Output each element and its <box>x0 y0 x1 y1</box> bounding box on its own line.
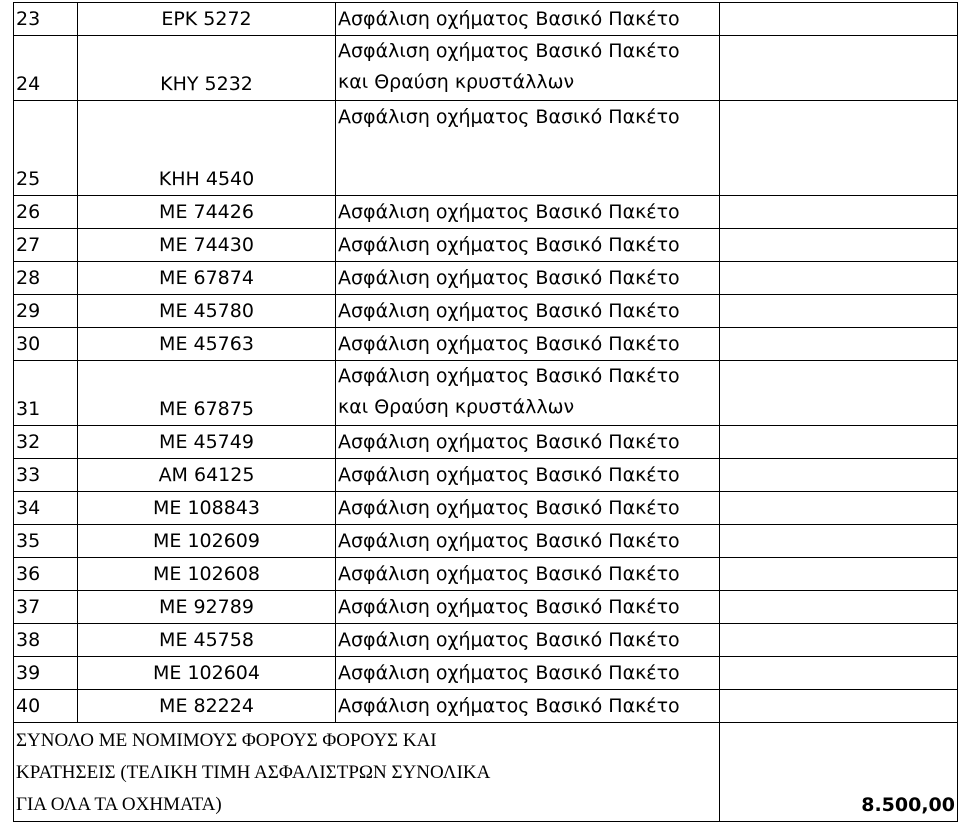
table-row <box>14 492 958 525</box>
coverage-line: Ασφάλιση οχήματος Βασικό Πακέτο <box>338 267 680 289</box>
coverage-line: Ασφάλιση οχήματος Βασικό Πακέτο <box>338 431 680 453</box>
coverage-description <box>336 492 720 525</box>
row-number: 40 <box>14 690 78 723</box>
total-amount: 8.500,00 <box>720 723 958 822</box>
price-cell <box>720 328 958 361</box>
row-number: 32 <box>14 426 78 459</box>
plate-number: ΕΡΚ 5272 <box>78 3 336 36</box>
coverage-description <box>336 328 720 361</box>
coverage-description <box>336 690 720 723</box>
table-row <box>14 328 958 361</box>
table-row <box>14 426 958 459</box>
coverage-description <box>336 591 720 624</box>
price-cell <box>720 624 958 657</box>
total-label-line: ΓΙΑ ΟΛΑ ΤΑ ΟΧΗΜΑΤΑ) <box>16 794 222 815</box>
row-number: 38 <box>14 624 78 657</box>
table-row <box>14 361 958 426</box>
plate-number: ΚΗΥ 5232 <box>78 36 336 101</box>
total-label-line: ΚΡΑΤΗΣΕΙΣ (ΤΕΛΙΚΗ ΤΙΜΗ ΑΣΦΑΛΙΣΤΡΩΝ ΣΥΝΟΛΙΚΑ <box>16 762 491 783</box>
table-row <box>14 229 958 262</box>
price-cell <box>720 690 958 723</box>
row-number: 39 <box>14 657 78 690</box>
table-row <box>14 558 958 591</box>
coverage-line: Ασφάλιση οχήματος Βασικό Πακέτο <box>338 40 680 62</box>
row-number: 34 <box>14 492 78 525</box>
coverage-description <box>336 361 720 426</box>
plate-number: ΜΕ 108843 <box>78 492 336 525</box>
coverage-description <box>336 101 720 196</box>
price-cell <box>720 36 958 101</box>
price-cell <box>720 361 958 426</box>
price-cell <box>720 492 958 525</box>
plate-number: ΚΗΗ 4540 <box>78 101 336 196</box>
price-cell <box>720 196 958 229</box>
plate-number: ΜΕ 102609 <box>78 525 336 558</box>
total-row <box>14 723 958 822</box>
coverage-description <box>336 36 720 101</box>
row-number: 37 <box>14 591 78 624</box>
coverage-line: Ασφάλιση οχήματος Βασικό Πακέτο <box>338 464 680 486</box>
price-cell <box>720 525 958 558</box>
coverage-line: Ασφάλιση οχήματος Βασικό Πακέτο <box>338 530 680 552</box>
plate-number: ΜΕ 67875 <box>78 361 336 426</box>
row-number: 28 <box>14 262 78 295</box>
price-cell <box>720 591 958 624</box>
plate-number: ΜΕ 82224 <box>78 690 336 723</box>
row-number: 36 <box>14 558 78 591</box>
row-number: 26 <box>14 196 78 229</box>
coverage-line: και Θραύση κρυστάλλων <box>338 396 575 418</box>
price-cell <box>720 229 958 262</box>
row-number: 23 <box>14 3 78 36</box>
coverage-line: και Θραύση κρυστάλλων <box>338 71 575 93</box>
coverage-line: Ασφάλιση οχήματος Βασικό Πακέτο <box>338 234 680 256</box>
coverage-description <box>336 3 720 36</box>
coverage-description <box>336 558 720 591</box>
price-cell <box>720 3 958 36</box>
coverage-description <box>336 196 720 229</box>
coverage-description <box>336 262 720 295</box>
plate-number: ΜΕ 92789 <box>78 591 336 624</box>
plate-number: ΜΕ 45749 <box>78 426 336 459</box>
coverage-line: Ασφάλιση οχήματος Βασικό Πακέτο <box>338 563 680 585</box>
plate-number: ΜΕ 45758 <box>78 624 336 657</box>
coverage-description <box>336 295 720 328</box>
row-number: 35 <box>14 525 78 558</box>
table-row <box>14 657 958 690</box>
row-number: 25 <box>14 101 78 196</box>
plate-number: ΜΕ 102608 <box>78 558 336 591</box>
row-number: 29 <box>14 295 78 328</box>
table-row <box>14 196 958 229</box>
coverage-line: Ασφάλιση οχήματος Βασικό Πακέτο <box>338 201 680 223</box>
row-number: 27 <box>14 229 78 262</box>
coverage-description <box>336 229 720 262</box>
coverage-line: Ασφάλιση οχήματος Βασικό Πακέτο <box>338 300 680 322</box>
price-cell <box>720 558 958 591</box>
coverage-line: Ασφάλιση οχήματος Βασικό Πακέτο <box>338 596 680 618</box>
coverage-line: Ασφάλιση οχήματος Βασικό Πακέτο <box>338 8 680 30</box>
total-label-line: ΣΥΝΟΛΟ ΜΕ ΝΟΜΙΜΟΥΣ ΦΟΡΟΥΣ ΦΟΡΟΥΣ ΚΑΙ <box>16 730 437 751</box>
coverage-line: Ασφάλιση οχήματος Βασικό Πακέτο <box>338 106 680 128</box>
coverage-line: Ασφάλιση οχήματος Βασικό Πακέτο <box>338 365 680 387</box>
coverage-description <box>336 525 720 558</box>
coverage-description <box>336 459 720 492</box>
coverage-line: Ασφάλιση οχήματος Βασικό Πακέτο <box>338 333 680 355</box>
coverage-description <box>336 624 720 657</box>
row-number: 24 <box>14 36 78 101</box>
plate-number: ΜΕ 45780 <box>78 295 336 328</box>
coverage-line: Ασφάλιση οχήματος Βασικό Πακέτο <box>338 497 680 519</box>
table-row <box>14 36 958 101</box>
coverage-line: Ασφάλιση οχήματος Βασικό Πακέτο <box>338 662 680 684</box>
table-row <box>14 262 958 295</box>
table-row <box>14 624 958 657</box>
plate-number: ΜΕ 74430 <box>78 229 336 262</box>
price-cell <box>720 101 958 196</box>
plate-number: ΜΕ 45763 <box>78 328 336 361</box>
price-cell <box>720 459 958 492</box>
row-number: 33 <box>14 459 78 492</box>
plate-number: ΜΕ 67874 <box>78 262 336 295</box>
price-cell <box>720 426 958 459</box>
row-number: 30 <box>14 328 78 361</box>
table-body <box>14 3 958 822</box>
coverage-description <box>336 426 720 459</box>
table-row <box>14 295 958 328</box>
table-row <box>14 591 958 624</box>
plate-number: ΑΜ 64125 <box>78 459 336 492</box>
coverage-description <box>336 657 720 690</box>
table-row <box>14 101 958 196</box>
price-cell <box>720 262 958 295</box>
coverage-line: Ασφάλιση οχήματος Βασικό Πακέτο <box>338 695 680 717</box>
table-row <box>14 525 958 558</box>
table-row <box>14 459 958 492</box>
table-row <box>14 3 958 36</box>
price-cell <box>720 295 958 328</box>
vehicle-insurance-table <box>13 2 958 822</box>
table-row <box>14 690 958 723</box>
plate-number: ΜΕ 74426 <box>78 196 336 229</box>
plate-number: ΜΕ 102604 <box>78 657 336 690</box>
coverage-line: Ασφάλιση οχήματος Βασικό Πακέτο <box>338 629 680 651</box>
total-label <box>14 723 720 822</box>
price-cell <box>720 657 958 690</box>
row-number: 31 <box>14 361 78 426</box>
